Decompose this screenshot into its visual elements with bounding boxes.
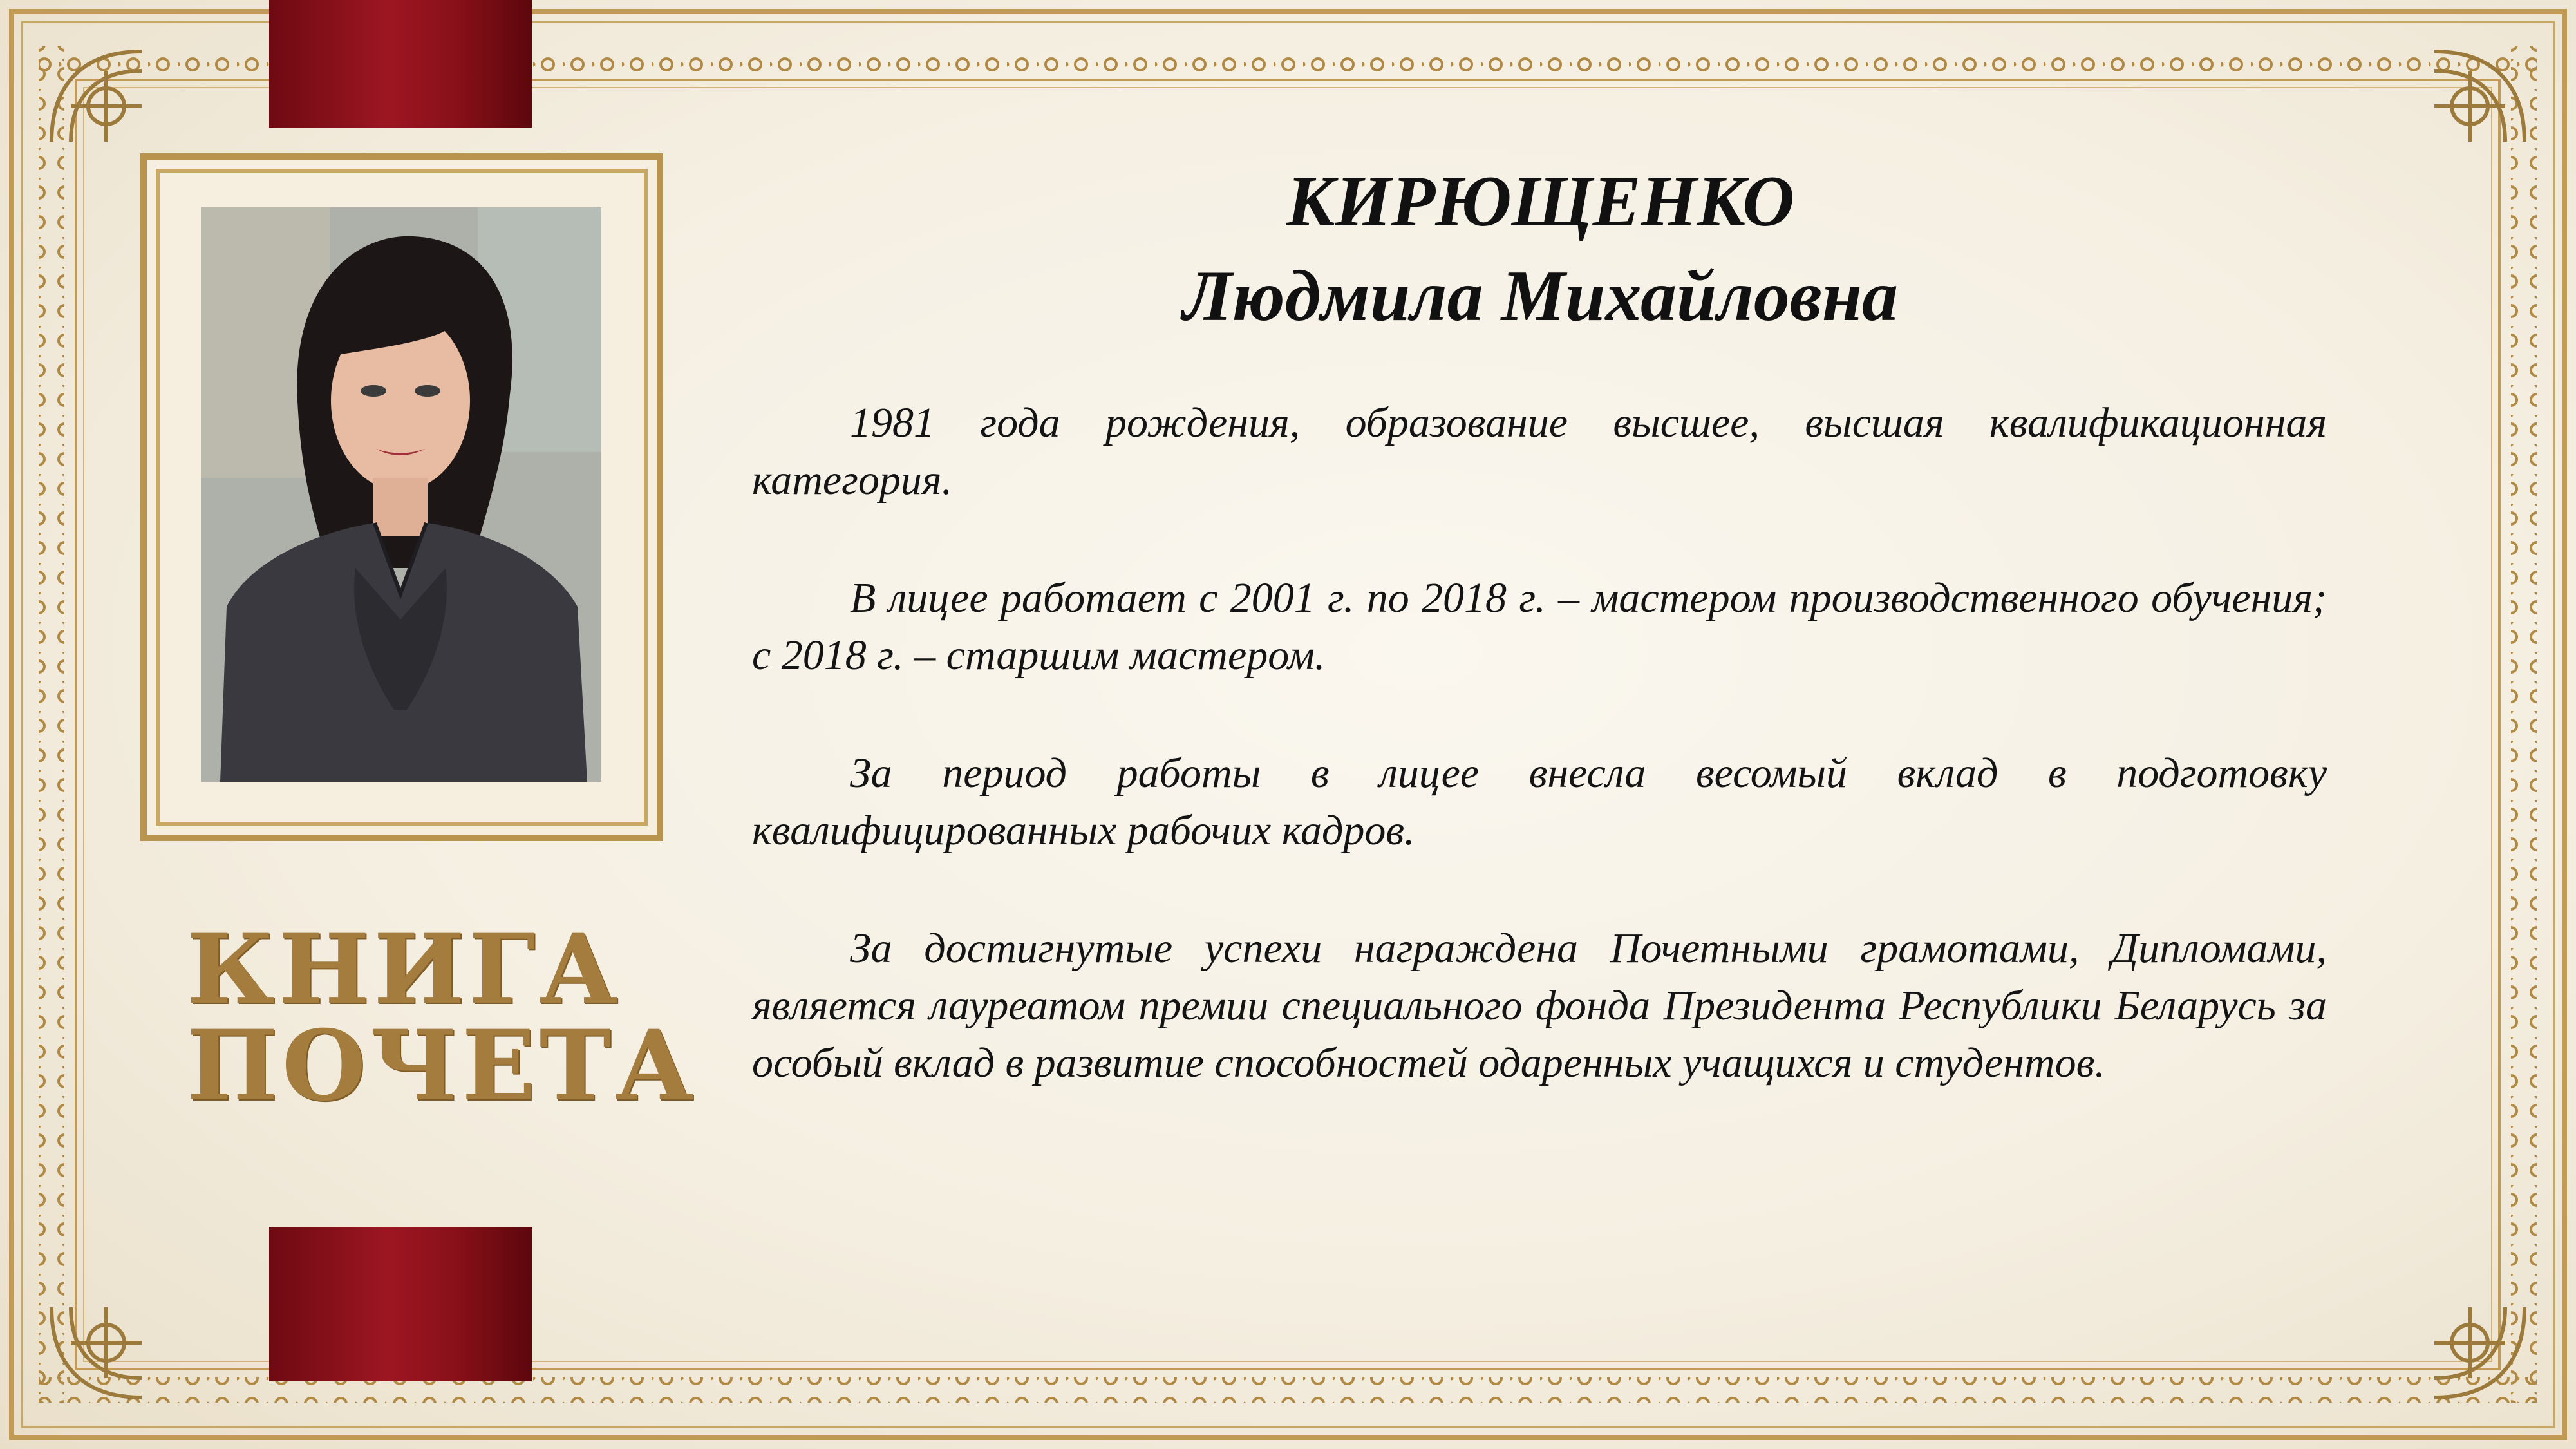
book-title-line-2: ПОЧЕТА xyxy=(187,1009,698,1122)
book-of-honor-title xyxy=(187,913,698,1122)
bio-paragraph-work-history: В лицее работает с 2001 г. по 2018 г. – мастером производственного обучения; с 2018 г. – старшим мастером. xyxy=(752,574,2327,679)
chain-border-left xyxy=(39,46,64,1403)
book-title-line-1: КНИГА xyxy=(187,913,622,1026)
bookmark-ribbon-bottom xyxy=(269,1227,532,1381)
person-given-name: Людмила Михайловна xyxy=(1182,256,1899,336)
bio-paragraph-birth-education: 1981 года рождения, образование высшее, высшая квалификационная категория. xyxy=(752,399,2327,504)
bio-paragraph-awards: За достигнутые успехи награждена Почетными грамотами, Дипломами, является лауреатом премии специального фонда Президента Республики Беларусь за особый вклад в развитие способностей одаренных учащихся и студентов. xyxy=(752,925,2327,1086)
portrait-photo xyxy=(201,207,601,782)
biography xyxy=(752,394,2327,1152)
chain-border-right xyxy=(2511,46,2537,1403)
person-surname: КИРЮЩЕНКО xyxy=(1286,162,1795,242)
bookmark-ribbon-top xyxy=(269,0,532,128)
bio-paragraph-contribution: За период работы в лицее внесла весомый вклад в подготовку квалифицированных рабочих кадров. xyxy=(752,750,2327,854)
